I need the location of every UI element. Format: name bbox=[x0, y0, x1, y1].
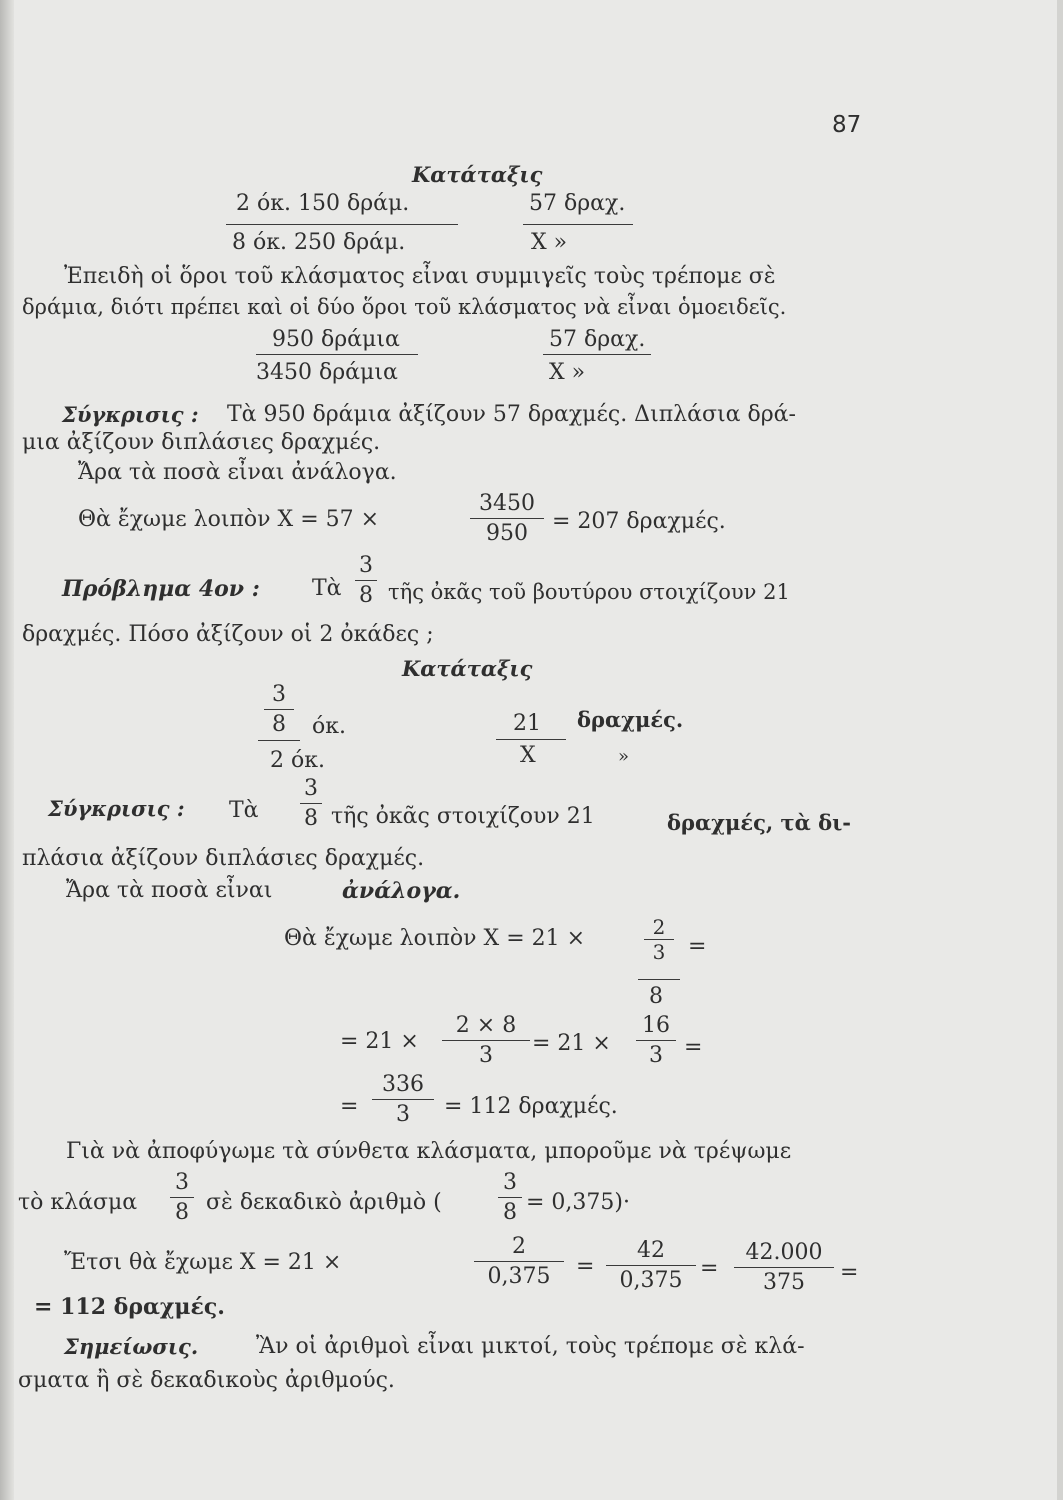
kataxis2-fraction-den: 8 bbox=[272, 712, 286, 737]
sygkrisis2-fraction bbox=[300, 778, 322, 830]
etsi-result: = 112 δραχμές. bbox=[34, 1294, 225, 1320]
sygkrisis2-ta: Τὰ bbox=[229, 798, 259, 823]
eq3-part3: = bbox=[684, 1035, 703, 1060]
etsi-fraction3 bbox=[734, 1242, 834, 1294]
eq3-fraction2 bbox=[636, 1015, 676, 1067]
ara1: Ἄρα τὰ ποσὰ εἶναι ἀνάλογα. bbox=[78, 460, 397, 485]
eq3-f2-bar bbox=[636, 1040, 676, 1041]
para1-line1: Ἐπειδὴ οἱ ὅροι τοῦ κλάσματος εἶναι συμμιγεῖς τοὺς τρέπομε σὲ bbox=[64, 264, 776, 289]
etsi-f1-den: 0,375 bbox=[487, 1264, 551, 1289]
eq4-num: 336 bbox=[382, 1072, 424, 1097]
decimal-f2-den: 8 bbox=[503, 1200, 517, 1225]
decimal-f1-den: 8 bbox=[175, 1200, 189, 1225]
kataxis2-unit1: όκ. bbox=[312, 714, 346, 739]
eq4-bar bbox=[372, 1099, 434, 1100]
problem4-fraction-den: 8 bbox=[359, 583, 373, 608]
para1-line2: δράμια, διότι πρέπει καὶ οἱ δύο ὅροι τοῦ κλάσματος νὰ εἶναι ὁμοειδεῖς. bbox=[22, 295, 787, 319]
decimal-f1-bar bbox=[170, 1197, 194, 1198]
problem4-line1-rest: τῆς ὀκᾶς τοῦ βουτύρου στοιχίζουν 21 bbox=[388, 580, 790, 604]
kataxis1-right-line bbox=[523, 224, 633, 225]
kataxis2-row2-right: X bbox=[520, 743, 536, 768]
etsi-fraction1 bbox=[474, 1236, 564, 1288]
etsi-f1-num: 2 bbox=[512, 1234, 526, 1259]
kataxis2-fraction-num: 3 bbox=[272, 682, 286, 707]
etsi-fraction2 bbox=[606, 1240, 696, 1292]
etsi-f2-bar bbox=[606, 1265, 696, 1266]
kataxis1-row1-right: 57 δραχ. bbox=[529, 191, 626, 216]
eq4-result: = 112 δραχμές. bbox=[444, 1094, 618, 1119]
note-line2: σματα ἢ σὲ δεκαδικοὺς ἀριθμούς. bbox=[18, 1368, 395, 1393]
eq3-f2-num: 16 bbox=[642, 1013, 670, 1038]
etsi-eq-a: = bbox=[576, 1254, 595, 1279]
eq3-f2-den: 3 bbox=[649, 1043, 663, 1068]
problem4-ta: Τὰ bbox=[312, 576, 342, 601]
problem4-fraction-num: 3 bbox=[359, 553, 373, 578]
eq1-denominator: 950 bbox=[486, 521, 528, 546]
problem4-line2: δραχμές. Πόσο ἀξίζουν οἱ 2 ὀκάδες ; bbox=[22, 622, 434, 647]
kataxis1b-row2-left: 3450 δράμια bbox=[256, 360, 398, 385]
kataxis2-right-num: 21 bbox=[513, 711, 541, 736]
note-line1: Ἂν οἱ ἀριθμοὶ εἶναι μικτοί, τοὺς τρέπομε σὲ κλά- bbox=[256, 1334, 805, 1359]
decimal-fraction1 bbox=[170, 1172, 194, 1224]
sygkrisis2-line1-a: τῆς ὀκᾶς στοιχίζουν 21 bbox=[331, 804, 595, 829]
eq2-inner-den: 3 bbox=[652, 940, 666, 964]
eq2-outer-den: 8 bbox=[649, 984, 663, 1009]
page-spine-shadow bbox=[0, 0, 14, 1500]
sygkrisis2-fraction-den: 8 bbox=[304, 806, 318, 831]
etsi-f3-num: 42.000 bbox=[745, 1240, 823, 1265]
eq4-den: 3 bbox=[396, 1102, 410, 1127]
etsi-f3-bar bbox=[734, 1267, 834, 1268]
etsi-f3-den: 375 bbox=[763, 1270, 805, 1295]
sygkrisis1-line2: μια ἀξίζουν διπλάσιες δραχμές. bbox=[22, 430, 381, 455]
kataxis1-left-line bbox=[226, 224, 458, 225]
page-edge bbox=[1057, 0, 1063, 1500]
eq3-part2: = 21 × bbox=[532, 1031, 611, 1056]
sygkrisis2-line2: πλάσια ἀξίζουν διπλάσιες δραχμές. bbox=[22, 846, 425, 871]
kataxis2-ditto: » bbox=[618, 746, 630, 767]
kataxis1b-row2-right: X » bbox=[549, 360, 586, 385]
eq1-fraction-bar bbox=[470, 518, 544, 519]
kataxis1b-row1-right: 57 δραχ. bbox=[549, 327, 646, 352]
etsi-f2-den: 0,375 bbox=[619, 1268, 683, 1293]
kataxis2-left-line bbox=[258, 740, 300, 741]
kataxis1-row2-left: 8 όκ. 250 δράμ. bbox=[232, 230, 406, 255]
decimal-f2-num: 3 bbox=[503, 1170, 517, 1195]
eq2-inner-fraction bbox=[644, 917, 674, 962]
sygkrisis2-label: Σύγκρισις : bbox=[48, 796, 185, 821]
eq4-part1: = bbox=[340, 1094, 359, 1119]
etsi-f2-num: 42 bbox=[637, 1238, 665, 1263]
ara2-text: Ἄρα τὰ ποσὰ εἶναι bbox=[66, 878, 273, 903]
eq3-f1-num: 2 × 8 bbox=[455, 1013, 517, 1038]
problem4-fraction bbox=[355, 555, 377, 607]
note-label: Σημείωσις. bbox=[64, 1334, 199, 1359]
decimal-fraction2 bbox=[498, 1172, 522, 1224]
kataxis1-row2-right: X » bbox=[531, 230, 568, 255]
kataxis1-row1-left: 2 όκ. 150 δράμ. bbox=[236, 191, 410, 216]
decimal-l2-c: = 0,375)· bbox=[526, 1190, 630, 1215]
kataxis2-right-unit: δραχμές. bbox=[577, 707, 684, 732]
eq1-fraction bbox=[470, 493, 544, 545]
eq2-eq: = bbox=[688, 934, 707, 959]
eq3-fraction1 bbox=[442, 1015, 530, 1067]
kataxis1b-row1-left: 950 δράμια bbox=[272, 327, 400, 352]
eq1-result: = 207 δραχμές. bbox=[552, 509, 726, 534]
page-number: 87 bbox=[832, 112, 862, 138]
kataxis-heading-2: Κατάταξις bbox=[402, 656, 533, 681]
kataxis2-right-line bbox=[496, 739, 566, 740]
sygkrisis1-label: Σύγκρισις : bbox=[62, 402, 199, 427]
etsi-eq-b: = bbox=[700, 1256, 719, 1281]
eq3-f1-den: 3 bbox=[479, 1043, 493, 1068]
etsi-prefix: Ἔτσι θὰ ἔχωμε X = 21 × bbox=[64, 1250, 342, 1275]
decimal-f1-num: 3 bbox=[175, 1170, 189, 1195]
kataxis1b-right-line bbox=[543, 354, 651, 355]
eq3-part1: = 21 × bbox=[340, 1029, 419, 1054]
kataxis1b-left-line bbox=[256, 354, 418, 355]
etsi-f1-bar bbox=[474, 1261, 564, 1262]
decimal-line1: Γιὰ νὰ ἀποφύγωμε τὰ σύνθετα κλάσματα, μποροῦμε νὰ τρέψωμε bbox=[66, 1139, 792, 1164]
eq2-prefix: Θὰ ἔχωμε λοιπὸν X = 21 × bbox=[284, 926, 586, 951]
sygkrisis2-fraction-num: 3 bbox=[304, 776, 318, 801]
eq4-fraction bbox=[372, 1074, 434, 1126]
eq3-f1-bar bbox=[442, 1040, 530, 1041]
sygkrisis2-fraction-bar bbox=[300, 803, 322, 804]
kataxis2-row2-left: 2 όκ. bbox=[270, 748, 325, 773]
eq2-outer-bar bbox=[638, 979, 680, 980]
eq1-prefix: Θὰ ἔχωμε λοιπὸν X = 57 × bbox=[78, 507, 380, 532]
kataxis2-fraction-bar bbox=[264, 709, 294, 710]
problem4-fraction-bar bbox=[355, 580, 377, 581]
kataxis2-fraction bbox=[264, 684, 294, 736]
ara2-emph: ἀνάλογα. bbox=[342, 878, 461, 904]
etsi-eq-c: = bbox=[840, 1260, 859, 1285]
problem4-label: Πρόβλημα 4ον : bbox=[62, 576, 260, 602]
sygkrisis2-line1-b: δραχμές, τὰ δι- bbox=[667, 810, 851, 835]
kataxis-heading-1: Κατάταξις bbox=[412, 162, 543, 187]
eq2-inner-num: 2 bbox=[652, 915, 666, 939]
decimal-l2-b: σὲ δεκαδικὸ ἀριθμὸ ( bbox=[206, 1190, 442, 1215]
decimal-f2-bar bbox=[498, 1197, 522, 1198]
sygkrisis1-line1: Τὰ 950 δράμια ἀξίζουν 57 δραχμές. Διπλάσια δρά- bbox=[227, 402, 796, 427]
eq1-numerator: 3450 bbox=[479, 491, 535, 516]
decimal-l2-a: τὸ κλάσμα bbox=[18, 1190, 138, 1215]
